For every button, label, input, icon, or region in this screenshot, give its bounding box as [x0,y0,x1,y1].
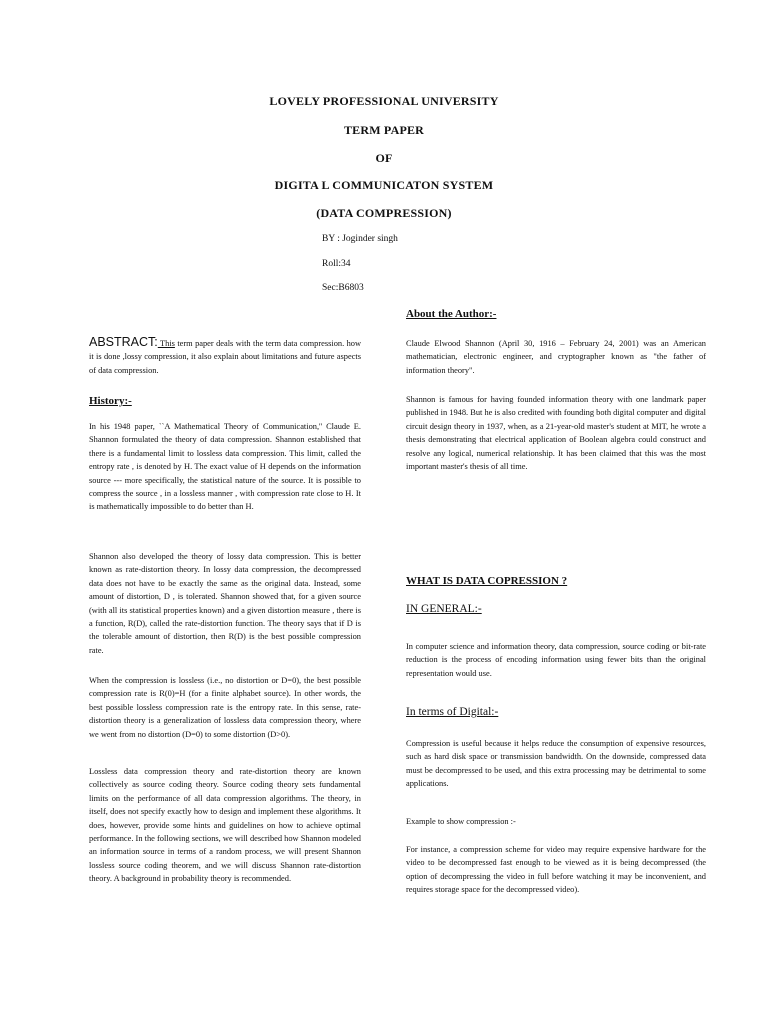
example-paragraph: For instance, a compression scheme for video may require expensive hardware for the video to be decompressed fast enough to be viewed as it is being decompressed (the option of decompressing the video in full before watching it may be inconvenient, and requires storage space for the decompressed video). [406,845,706,895]
abstract-text: term paper deals with the term data compression. how it is done ,lossy compression, it also explain about limitations and future aspects of data compression. [89,339,361,375]
history-heading: History:- [89,395,132,407]
university-title: LOVELY PROFESSIONAL UNIVERSITY [269,94,499,108]
about-author-paragraph-1: Claude Elwood Shannon (April 30, 1916 – February 24, 2001) was an American mathematician, electronic engineer, and cryptographer known as "the father of information theory". [406,339,706,375]
abstract-paragraph [89,336,361,377]
in-general-paragraph: In computer science and information theory, data compression, source coding or bit-rate reduction is the process of encoding information using fewer bits than the original representation would use. [406,642,706,678]
what-is-heading: WHAT IS DATA COPRESSION ? [406,575,568,587]
digital-paragraph: Compression is useful because it helps reduce the consumption of expensive resources, such as hard disk space or transmission bandwidth. On the downside, compressed data must be decompressed to be used, and this extra processing may be detrimental to some applications. [406,739,706,789]
section-line: Sec:B6803 [322,283,364,293]
author-line: BY : Joginder singh [322,234,398,244]
in-general-heading: IN GENERAL:- [406,603,482,615]
history-paragraph-3: When the compression is lossless (i.e., no distortion or D=0), the best possible compression rate is R(0)=H (for a finite alphabet source). In other words, the best possible lossless compression rate is the entropy rate. In this sense, rate-distortion theory is a generalization of lossless data compression theory, where we went from no distortion (D=0) to some distortion (D>0). [89,676,361,739]
abstract-heading: ABSTRACT: [89,335,158,349]
doc-type-title: TERM PAPER [343,123,425,137]
about-author-heading: About the Author:- [406,308,497,320]
history-paragraph-4: Lossless data compression theory and rate-distortion theory are known collectively as source coding theory. Source coding theory sets fundamental limits on the performance of all data compression algorithms. The theory, in itself, does not specify exactly how to design and implement these algorithms. It does, however, provide some hints and guidelines on how to achieve optimal performance. In the following sections, we will described how Shannon modeled an information source in terms of a random process, we will present Shannon lossless source coding theorem, and we will discuss Shannon rate-distortion theory. A background in probability theory is recommended. [89,767,361,884]
history-paragraph-1: In his 1948 paper, ``A Mathematical Theory of Communication,'' Claude E. Shannon formulated the theory of data compression. Shannon established that there is a fundamental limit to lossless data compression. This limit, called the entropy rate , is denoted by H. The exact value of H depends on the information source --- more specifically, the statistical nature of the source. It is possible to compress the source , in a lossless manner , with compression rate close to H. It is mathematically impossible to do better than H. [89,422,361,512]
example-label: Example to show compression :- [406,817,516,826]
of-title: OF [375,151,393,165]
about-author-paragraph-2: Shannon is famous for having founded information theory with one landmark paper published in 1948. But he is also credited with founding both digital computer and digital circuit design theory in 1937, when, as a 21-year-old master's student at MIT, he wrote a thesis demonstrating that electrical application of Boolean algebra could construct and resolve any logical, numerical relationship. It has been claimed that this was the most important master's thesis of all time. [406,395,706,472]
abstract-lead: This [157,339,175,348]
roll-line: Roll:34 [322,259,351,269]
digital-heading: In terms of Digital:- [406,706,499,718]
subject-title: DIGITA L COMMUNICATON SYSTEM [274,178,494,192]
history-paragraph-2: Shannon also developed the theory of lossy data compression. This is better known as rate-distortion theory. In lossy data compression, the decompressed data does not have to be exactly the same as the original data. Instead, some amount of distortion, D , is tolerated. Shannon showed that, for a given source (with all its statistical properties known) and a given distortion measure , there is a function, R(D), called the rate-distortion function. The theory says that if D is the tolerable amount of distortion, then R(D) is the best possible compression rate. [89,552,361,655]
topic-title: (DATA COMPRESSION) [316,206,452,220]
